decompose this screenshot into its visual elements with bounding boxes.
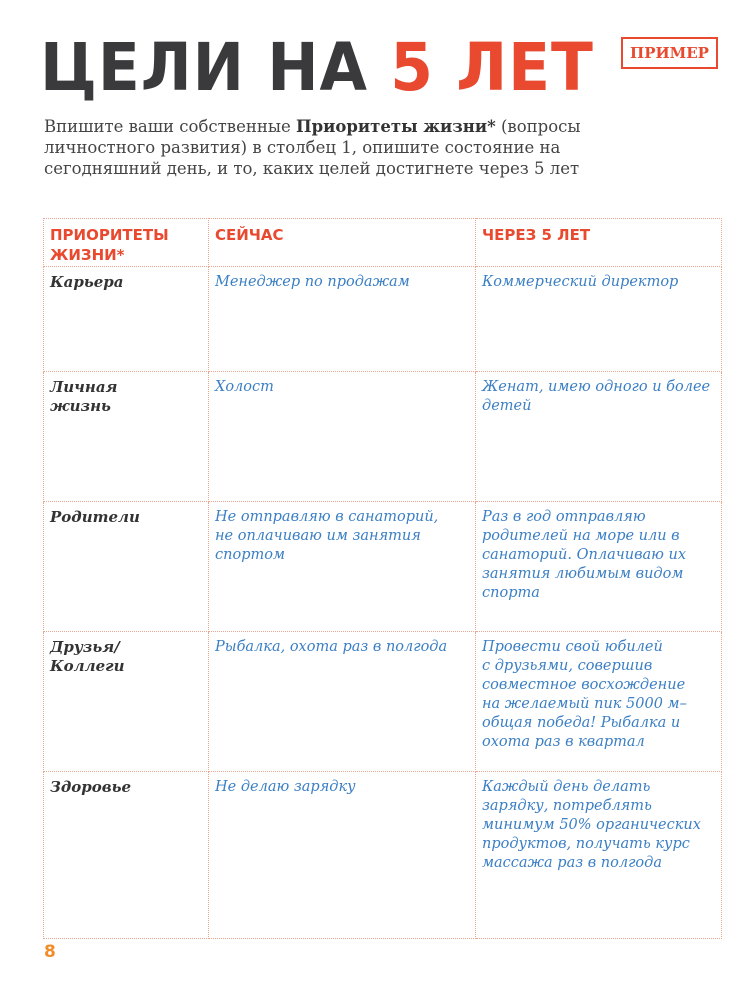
page-number: 8 [44, 942, 56, 962]
now-cell: Холост [209, 372, 476, 502]
page-title [40, 28, 594, 108]
now-cell: Рыбалка, охота раз в полгода [209, 632, 476, 772]
example-badge: ПРИМЕР [621, 37, 718, 69]
title-accent: 5 ЛЕТ [390, 29, 594, 106]
priority-cell: Личная жизнь [44, 372, 209, 502]
header-future: ЧЕРЕЗ 5 ЛЕТ [476, 219, 722, 267]
table-row [44, 502, 722, 632]
intro-text-end: (вопросы личностного развития) в столбец 1, опишите состояние на сегодняшний день, и то, каких целей достигнете через 5 лет [44, 117, 581, 178]
goals-table [43, 218, 722, 939]
future-cell: Раз в год отправляю родителей на море или в санаторий. Оплачиваю их занятия любимым видом спорта [476, 502, 722, 632]
priority-cell: Друзья/ Коллеги [44, 632, 209, 772]
title-main: ЦЕЛИ НА [40, 29, 391, 106]
priority-cell: Родители [44, 502, 209, 632]
table-row [44, 267, 722, 372]
intro-bold: Приоритеты жизни* [295, 117, 496, 136]
now-cell: Менеджер по продажам [209, 267, 476, 372]
future-cell: Каждый день делать зарядку, потреблять минимум 50% органических продуктов, получать курс массажа раз в полгода [476, 772, 722, 939]
intro-text: Впишите ваши собственные [44, 117, 296, 136]
now-cell: Не делаю зарядку [209, 772, 476, 939]
priority-cell: Здоровье [44, 772, 209, 939]
intro-paragraph [44, 116, 634, 179]
table-row [44, 372, 722, 502]
now-cell: Не отправляю в санаторий, не оплачиваю им занятия спортом [209, 502, 476, 632]
header-now: СЕЙЧАС [209, 219, 476, 267]
table-row [44, 632, 722, 772]
future-cell: Коммерческий директор [476, 267, 722, 372]
future-cell: Женат, имею одного и более детей [476, 372, 722, 502]
header-priorities: ПРИОРИТЕТЫ ЖИЗНИ* [44, 219, 209, 267]
table-row [44, 772, 722, 939]
table-header-row [44, 219, 722, 267]
future-cell: Провести свой юбилей с друзьями, совершив совместное восхождение на желаемый пик 5000 м– общая победа! Рыбалка и охота раз в квартал [476, 632, 722, 772]
priority-cell: Карьера [44, 267, 209, 372]
